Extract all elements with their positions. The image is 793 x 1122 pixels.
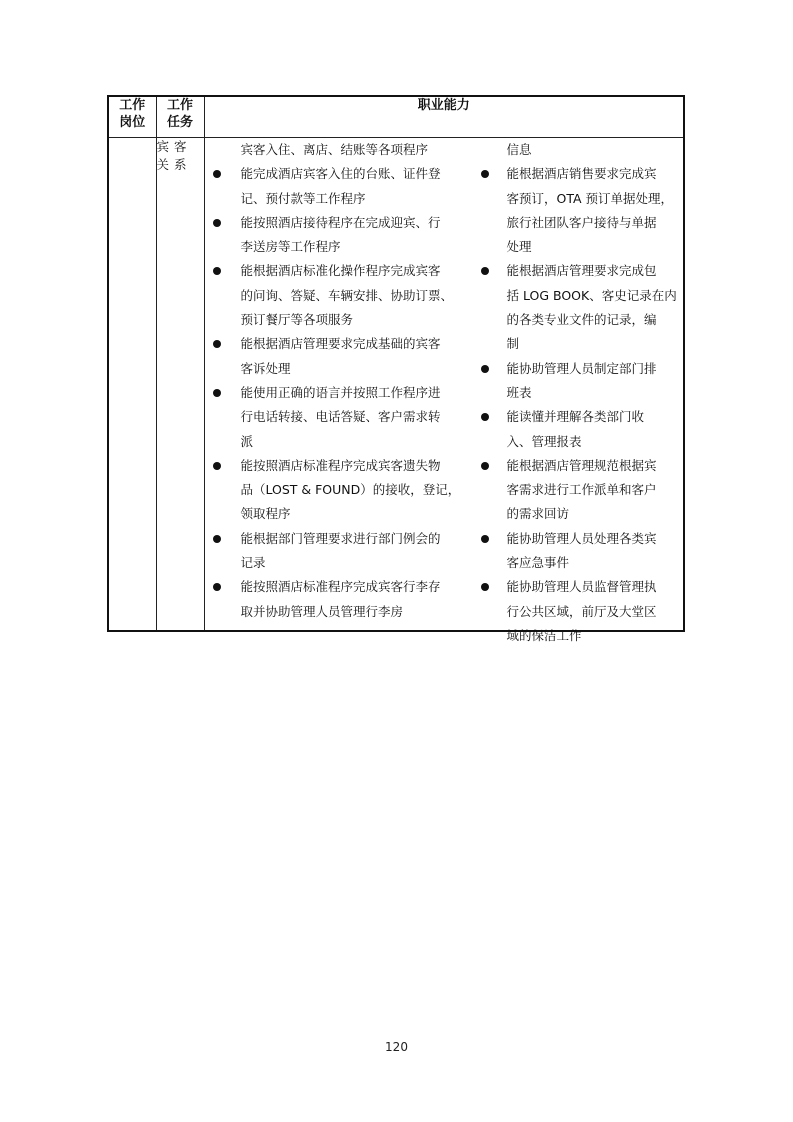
ability-line: 能协助管理人员监督管理执 bbox=[506, 579, 657, 595]
ability-item bbox=[481, 357, 684, 406]
competency-table bbox=[107, 95, 685, 643]
ability-line: 入、管理报表 bbox=[506, 433, 582, 449]
ability-item bbox=[213, 381, 475, 454]
bullet-icon bbox=[213, 219, 221, 227]
ability-item bbox=[213, 454, 475, 527]
ability-line: 预订餐厅等各项服务 bbox=[240, 312, 354, 328]
ability-line: 括 LOG BOOK、客史记录在内 bbox=[506, 287, 677, 303]
bullet-icon bbox=[213, 170, 221, 178]
ability-item bbox=[481, 162, 684, 259]
ability-line: 能根据酒店管理要求完成基础的宾客 bbox=[240, 336, 441, 352]
ability-line: 客预订，OTA 预订单据处理， bbox=[506, 190, 674, 206]
ability-line: 领取程序 bbox=[240, 506, 291, 522]
header-task-line2: 任务 bbox=[166, 115, 193, 130]
bullet-icon bbox=[481, 462, 489, 470]
ability-item bbox=[213, 259, 475, 332]
ability-left-column bbox=[213, 138, 475, 624]
header-task bbox=[156, 96, 204, 138]
ability-line: 客诉处理 bbox=[240, 360, 291, 376]
ability-line: 能完成酒店宾客入住的台账、证件登 bbox=[240, 166, 441, 182]
ability-line: 能根据酒店销售要求完成宾 bbox=[506, 166, 657, 182]
ability-line: 域的保洁工作 bbox=[506, 627, 582, 643]
ability-line: 的各类专业文件的记录，编 bbox=[506, 312, 657, 328]
ability-line: 能根据酒店管理要求完成包 bbox=[506, 263, 657, 279]
ability-item bbox=[481, 527, 684, 576]
table-row bbox=[108, 138, 684, 632]
task-line1: 宾客 bbox=[156, 139, 192, 154]
bullet-icon bbox=[481, 267, 489, 275]
ability-item bbox=[481, 405, 684, 454]
header-position bbox=[108, 96, 156, 138]
header-ability: 职业能力 bbox=[204, 96, 684, 138]
ability-line: 行公共区域，前厅及大堂区 bbox=[506, 603, 657, 619]
cell-ability bbox=[204, 138, 684, 643]
ability-right-column bbox=[481, 138, 684, 648]
bullet-icon bbox=[213, 462, 221, 470]
ability-item bbox=[213, 332, 475, 381]
ability-line: 旅行社团队客户接待与单据 bbox=[506, 214, 657, 230]
ability-line: 记、预付款等工作程序 bbox=[240, 190, 366, 206]
ability-line: 李送房等工作程序 bbox=[240, 239, 341, 255]
ability-line: 客应急事件 bbox=[506, 555, 570, 571]
ability-item bbox=[213, 162, 475, 211]
bullet-icon bbox=[481, 365, 489, 373]
ability-line: 能根据部门管理要求进行部门例会的 bbox=[240, 530, 441, 546]
header-position-line2: 岗位 bbox=[119, 115, 146, 130]
ability-line: 派 bbox=[240, 433, 254, 449]
ability-line: 能按照酒店标准程序完成宾客遗失物 bbox=[240, 457, 441, 473]
ability-line: 制 bbox=[506, 336, 520, 352]
ability-line: 能根据酒店标准化操作程序完成宾客 bbox=[240, 263, 441, 279]
ability-line: 能根据酒店管理规范根据宾 bbox=[506, 457, 657, 473]
bullet-icon bbox=[213, 583, 221, 591]
ability-item bbox=[481, 575, 684, 648]
bullet-icon bbox=[213, 340, 221, 348]
ability-line: 处理 bbox=[506, 239, 532, 255]
cell-position bbox=[108, 138, 156, 632]
ability-line: 能按照酒店标准程序完成宾客行李存 bbox=[240, 579, 441, 595]
bullet-icon bbox=[213, 267, 221, 275]
ability-line: 能协助管理人员处理各类宾 bbox=[506, 530, 657, 546]
page-number: 120 bbox=[385, 1040, 408, 1054]
bullet-icon bbox=[213, 535, 221, 543]
ability-line: 的需求回访 bbox=[506, 506, 570, 522]
ability-item bbox=[481, 259, 684, 356]
ability-line: 宾客入住、离店、结账等各项程序 bbox=[240, 142, 429, 157]
ability-line: 能读懂并理解各类部门收 bbox=[506, 409, 645, 425]
table-header-row bbox=[108, 96, 684, 138]
cell-task bbox=[156, 138, 204, 632]
ability-line: 能按照酒店接待程序在完成迎宾、行 bbox=[240, 214, 441, 230]
bullet-icon bbox=[481, 583, 489, 591]
ability-line: 客需求进行工作派单和客户 bbox=[506, 482, 657, 498]
ability-line: 能协助管理人员制定部门排 bbox=[506, 360, 657, 376]
ability-line: 班表 bbox=[506, 384, 532, 400]
ability-item bbox=[213, 575, 475, 624]
bullet-icon bbox=[481, 413, 489, 421]
ability-line: 信息 bbox=[506, 142, 532, 157]
ability-line: 行电话转接、电话答疑、客户需求转 bbox=[240, 409, 441, 425]
ability-line: 取并协助管理人员管理行李房 bbox=[240, 603, 404, 619]
ability-item bbox=[213, 527, 475, 576]
ability-item bbox=[481, 454, 684, 527]
header-position-line1: 工作 bbox=[119, 98, 146, 113]
ability-line: 记录 bbox=[240, 555, 266, 571]
ability-item bbox=[481, 138, 684, 162]
bullet-icon bbox=[481, 170, 489, 178]
ability-item bbox=[213, 138, 475, 162]
header-task-line1: 工作 bbox=[166, 98, 193, 113]
bullet-icon bbox=[481, 535, 489, 543]
ability-line: 品（LOST & FOUND）的接收，登记， bbox=[240, 482, 461, 498]
ability-item bbox=[213, 211, 475, 260]
bullet-icon bbox=[213, 389, 221, 397]
ability-line: 的问询、答疑、车辆安排、协助订票、 bbox=[240, 287, 454, 303]
task-line2: 关系 bbox=[156, 157, 192, 172]
ability-line: 能使用正确的语言并按照工作程序进 bbox=[240, 384, 441, 400]
